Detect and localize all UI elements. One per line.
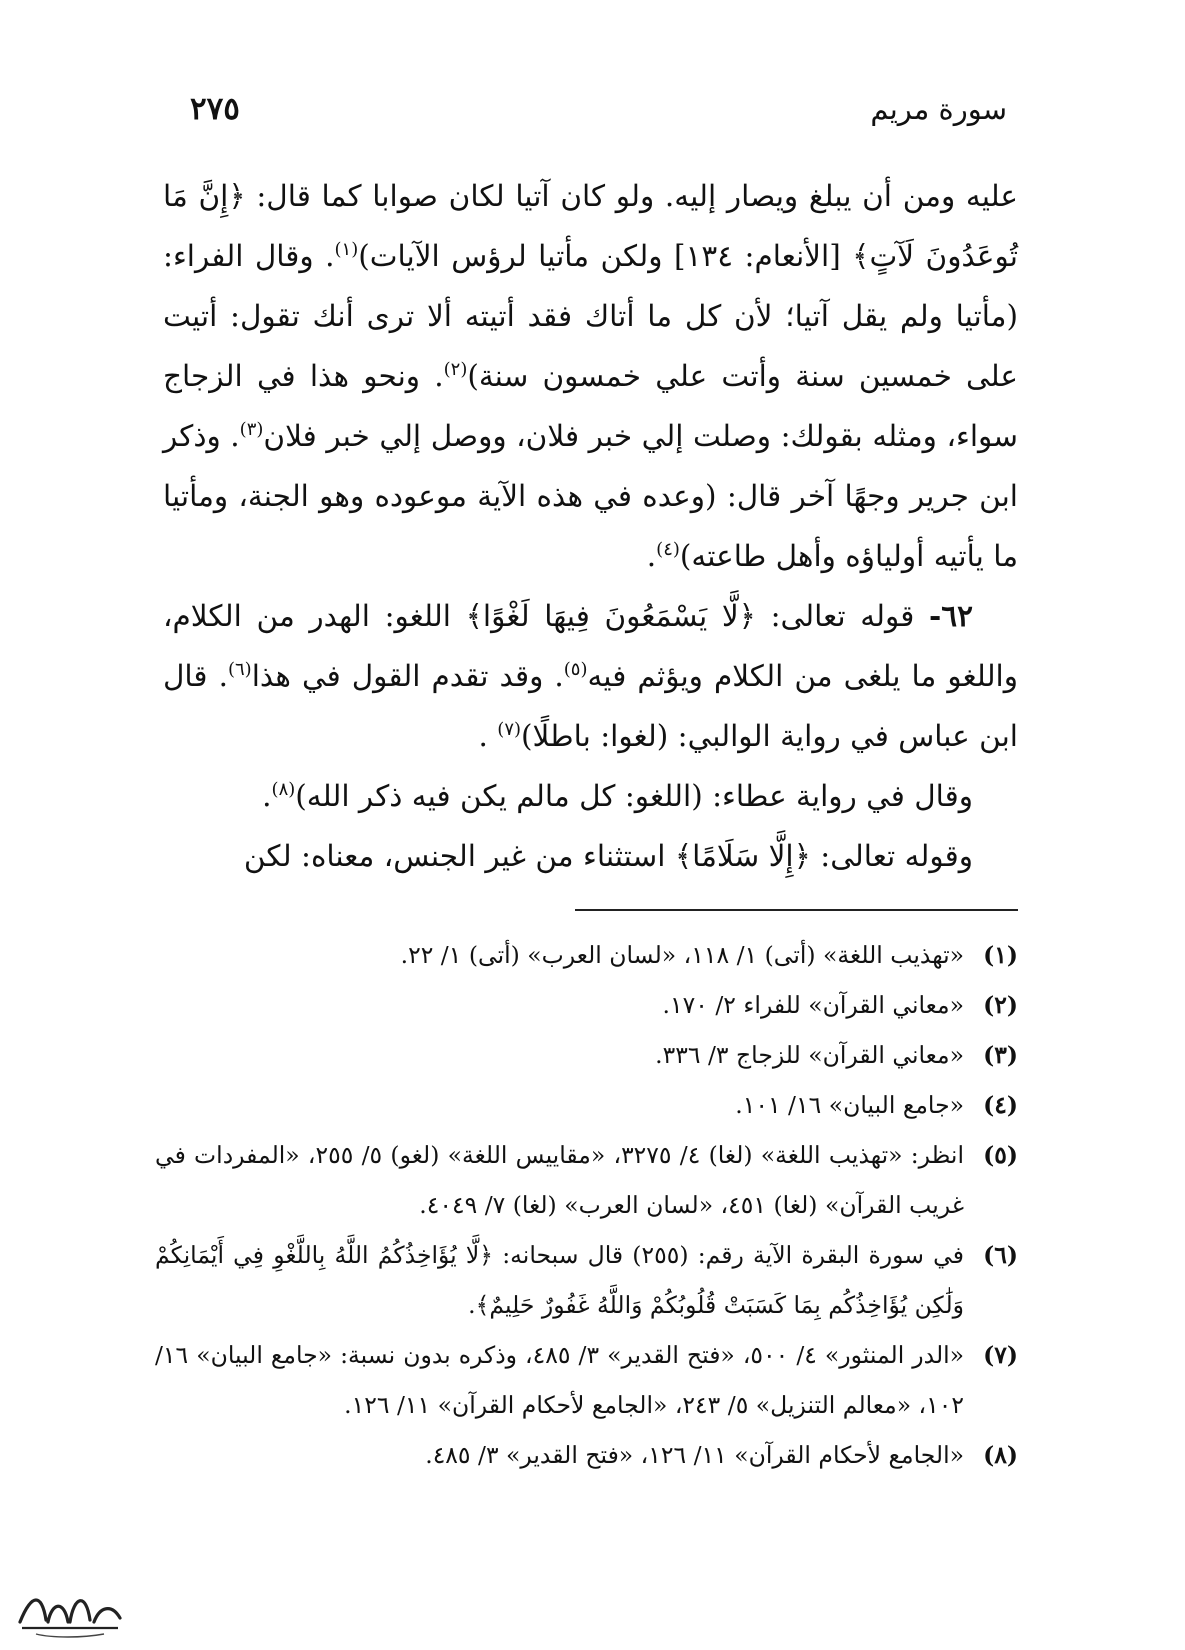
text-run: قوله تعالى: (755, 599, 930, 633)
page-number: ٢٧٥ (190, 91, 240, 127)
footnote-number: (٥) (983, 1141, 1018, 1169)
footnote-number: (٨) (983, 1441, 1018, 1469)
footnote-text: في سورة البقرة الآية رقم: (٢٥٥) قال سبحانه: ﴿لَّا يُؤَاخِذُكُمُ اللَّهُ بِاللَّغْوِ فِي أَيْمَانِكُمْ وَلَٰكِن يُؤَاخِذُكُم بِمَا كَسَبَتْ قُلُوبُكُمْ وَاللَّهُ غَفُورٌ حَلِيمٌ﴾. (155, 1241, 964, 1319)
quran-verse: ﴿لَّا يَسْمَعُونَ فِيهَا لَغْوًا﴾ (465, 599, 756, 633)
footnote-text: «تهذيب اللغة» (أتى) ١/ ١١٨، «لسان العرب» (أتى) ١/ ٢٢. (400, 941, 964, 969)
footnote-item (155, 1130, 1018, 1230)
footnote-number: (٣) (983, 1041, 1018, 1069)
page-header (190, 84, 1007, 134)
text-paragraph (163, 166, 1018, 586)
footnote-text: انظر: «تهذيب اللغة» (لغا) ٤/ ٣٢٧٥، «مقاييس اللغة» (لغو) ٥/ ٢٥٥، «المفردات في غريب القرآن» (لغا) ٤٥١، «لسان العرب» (لغا) ٧/ ٤٠٤٩. (155, 1141, 964, 1219)
footnote-number: (٢) (983, 991, 1018, 1019)
text-run: . وذكر ابن جرير وجهًا آخر قال: (وعده في هذه الآية موعوده وهو الجنة، ومأتيا ما يأتيه أولياؤه وأهل طاعته) (163, 419, 1018, 573)
footnote-reference: (٤) (656, 539, 680, 561)
text-run: [الأنعام: ١٣٤] ولكن مأتيا لرؤس الآيات) (358, 239, 853, 273)
text-run: . وقد تقدم القول في هذا (251, 659, 564, 693)
text-run: . وقال الفراء: (مأتيا ولم يقل آتيا؛ لأن كل ما أتاك فقد أتيته ألا ترى أنك تقول: أتيت على خمسين سنة وأتت علي خمسون سنة) (163, 239, 1019, 393)
publisher-logo-icon (12, 1582, 127, 1642)
text-run: استثناء من غير الجنس، معناه: لكن (243, 839, 675, 873)
footnote-reference: (٦) (227, 659, 252, 681)
footnote-number: (١) (983, 941, 1018, 969)
running-title: سورة مريم (870, 92, 1007, 126)
footnote-item (155, 1430, 1018, 1480)
verse-number: ٦٢- (929, 598, 973, 633)
quran-verse: ﴿إِلَّا سَلَامًا﴾ (674, 839, 811, 873)
footnote-text: «الدر المنثور» ٤/ ٥٠٠، «فتح القدير» ٣/ ٤٨٥، وذكره بدون نسبة: «جامع البيان» ١٦/ ١٠٢، «معالم التنزيل» ٥/ ٢٤٣، «الجامع لأحكام القرآن» ١١/ ١٢٦. (155, 1341, 965, 1419)
footnote-item (155, 1230, 1018, 1330)
footnote-reference: (٣) (239, 419, 264, 441)
footnote-item (155, 1080, 1018, 1130)
footnote-reference: (٧) (497, 719, 522, 741)
footnote-text: «جامع البيان» ١٦/ ١٠١. (735, 1091, 964, 1119)
text-run: . (262, 779, 272, 813)
text-run: . (646, 539, 657, 573)
text-run: . (478, 719, 498, 753)
text-paragraph (163, 766, 1018, 826)
text-run: اللغو: الهدر من الكلام، واللغو ما يلغى من الكلام ويؤثم فيه (163, 599, 1018, 693)
main-text (163, 166, 1018, 886)
text-run: . قال ابن عباس في رواية الوالبي: (لغوا: باطلًا) (163, 659, 1018, 753)
footnote-text: «معاني القرآن» للزجاج ٣/ ٣٣٦. (655, 1041, 964, 1069)
quran-verse: ﴿إِنَّ مَا تُوعَدُونَ لَآتٍ﴾ (163, 179, 1018, 273)
footnote-reference: (٨) (271, 779, 296, 801)
footnote-text: «معاني القرآن» للفراء ٢/ ١٧٠. (662, 991, 964, 1019)
footnote-reference: (٢) (443, 359, 468, 381)
footnote-text: «الجامع لأحكام القرآن» ١١/ ١٢٦، «فتح القدير» ٣/ ٤٨٥. (425, 1441, 964, 1469)
text-run: وقوله تعالى: (810, 839, 973, 873)
footnote-reference: (١) (334, 239, 359, 261)
text-paragraph (163, 586, 1018, 766)
text-run: وقال في رواية عطاء: (اللغو: كل مالم يكن فيه ذكر الله) (295, 779, 973, 813)
text-run: عليه ومن أن يبلغ ويصار إليه. ولو كان آتيا لكان صوابا كما قال: (245, 179, 1018, 213)
text-paragraph (163, 826, 1018, 886)
footnote-item (155, 980, 1018, 1030)
footnote-reference: (٥) (563, 659, 588, 681)
text-run: . ونحو هذا في الزجاج سواء، ومثله بقولك: وصلت إلي خبر فلان، ووصل إلي خبر فلان (163, 359, 1018, 453)
footnotes (155, 930, 1018, 1480)
footnote-number: (٧) (983, 1341, 1018, 1369)
footnote-item (155, 1030, 1018, 1080)
footnote-item (155, 930, 1018, 980)
footnote-number: (٦) (983, 1241, 1018, 1269)
footnote-divider (575, 909, 1018, 911)
footnote-number: (٤) (983, 1091, 1018, 1119)
footnote-item (155, 1330, 1018, 1430)
